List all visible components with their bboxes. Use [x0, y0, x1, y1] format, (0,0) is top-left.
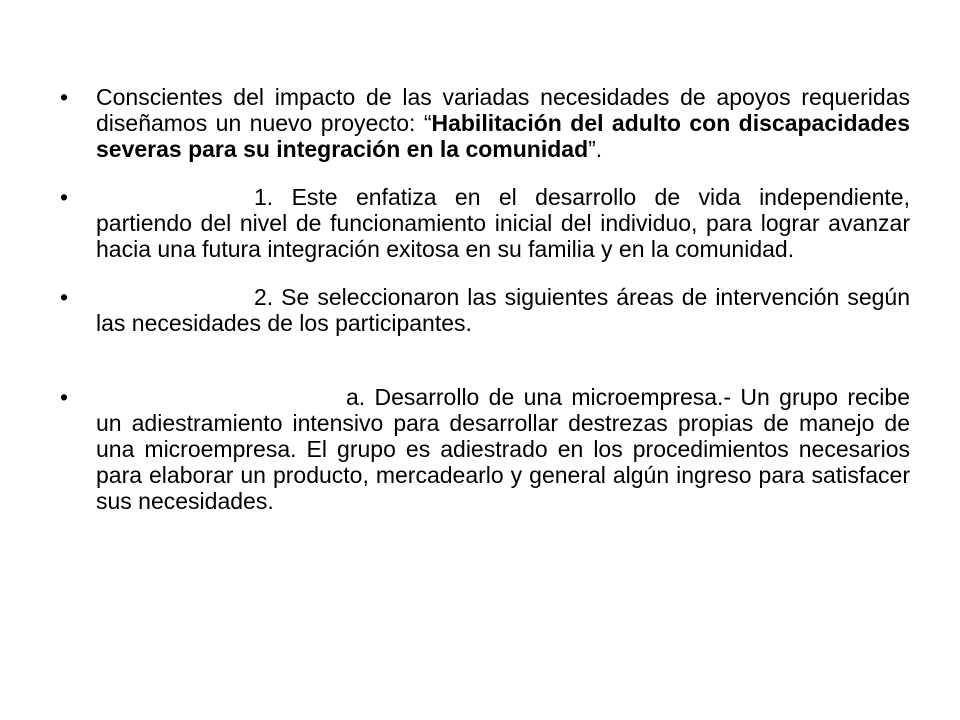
intervention-areas-text: 2. Se seleccionaron las siguientes áreas de intervención según las necesidades de los participantes.	[96, 284, 910, 336]
bullet-text	[96, 284, 910, 336]
bullet-item-intervention-areas	[60, 284, 910, 336]
project-title: Habilitación del adulto con discapacidades severas para su integración en la comunidad	[96, 110, 910, 162]
bullet-text	[96, 184, 910, 262]
project-intro-text: Conscientes del impacto de las variadas necesidades de apoyos requeridas diseñamos un nuevo proyecto: “	[96, 84, 910, 136]
bullet-item-project	[60, 84, 910, 162]
bullet-item-microenterprise	[60, 384, 910, 514]
microenterprise-text: a. Desarrollo de una microempresa.- Un grupo recibe un adiestramiento intensivo para desarrollar destrezas propias de manejo de una microempresa. El grupo es adiestrado en los procedimientos necesarios para elaborar un producto, mercadearlo y general algún ingreso para satisfacer sus necesidades.	[96, 384, 910, 514]
project-closing-text: ”.	[588, 136, 603, 162]
bullet-dot-icon: •	[60, 84, 69, 110]
bullet-item-independent-living	[60, 184, 910, 262]
bullet-dot-icon: •	[60, 184, 69, 210]
bullet-dot-icon: •	[60, 384, 69, 410]
bullet-text	[96, 84, 910, 162]
independent-living-text: 1. Este enfatiza en el desarrollo de vida independiente, partiendo del nivel de funcionamiento inicial del individuo, para lograr avanzar hacia una futura integración exitosa en su familia y en la comunidad.	[96, 184, 910, 262]
bullet-dot-icon: •	[60, 284, 69, 310]
bullet-list	[60, 84, 910, 536]
bullet-text	[96, 384, 910, 514]
